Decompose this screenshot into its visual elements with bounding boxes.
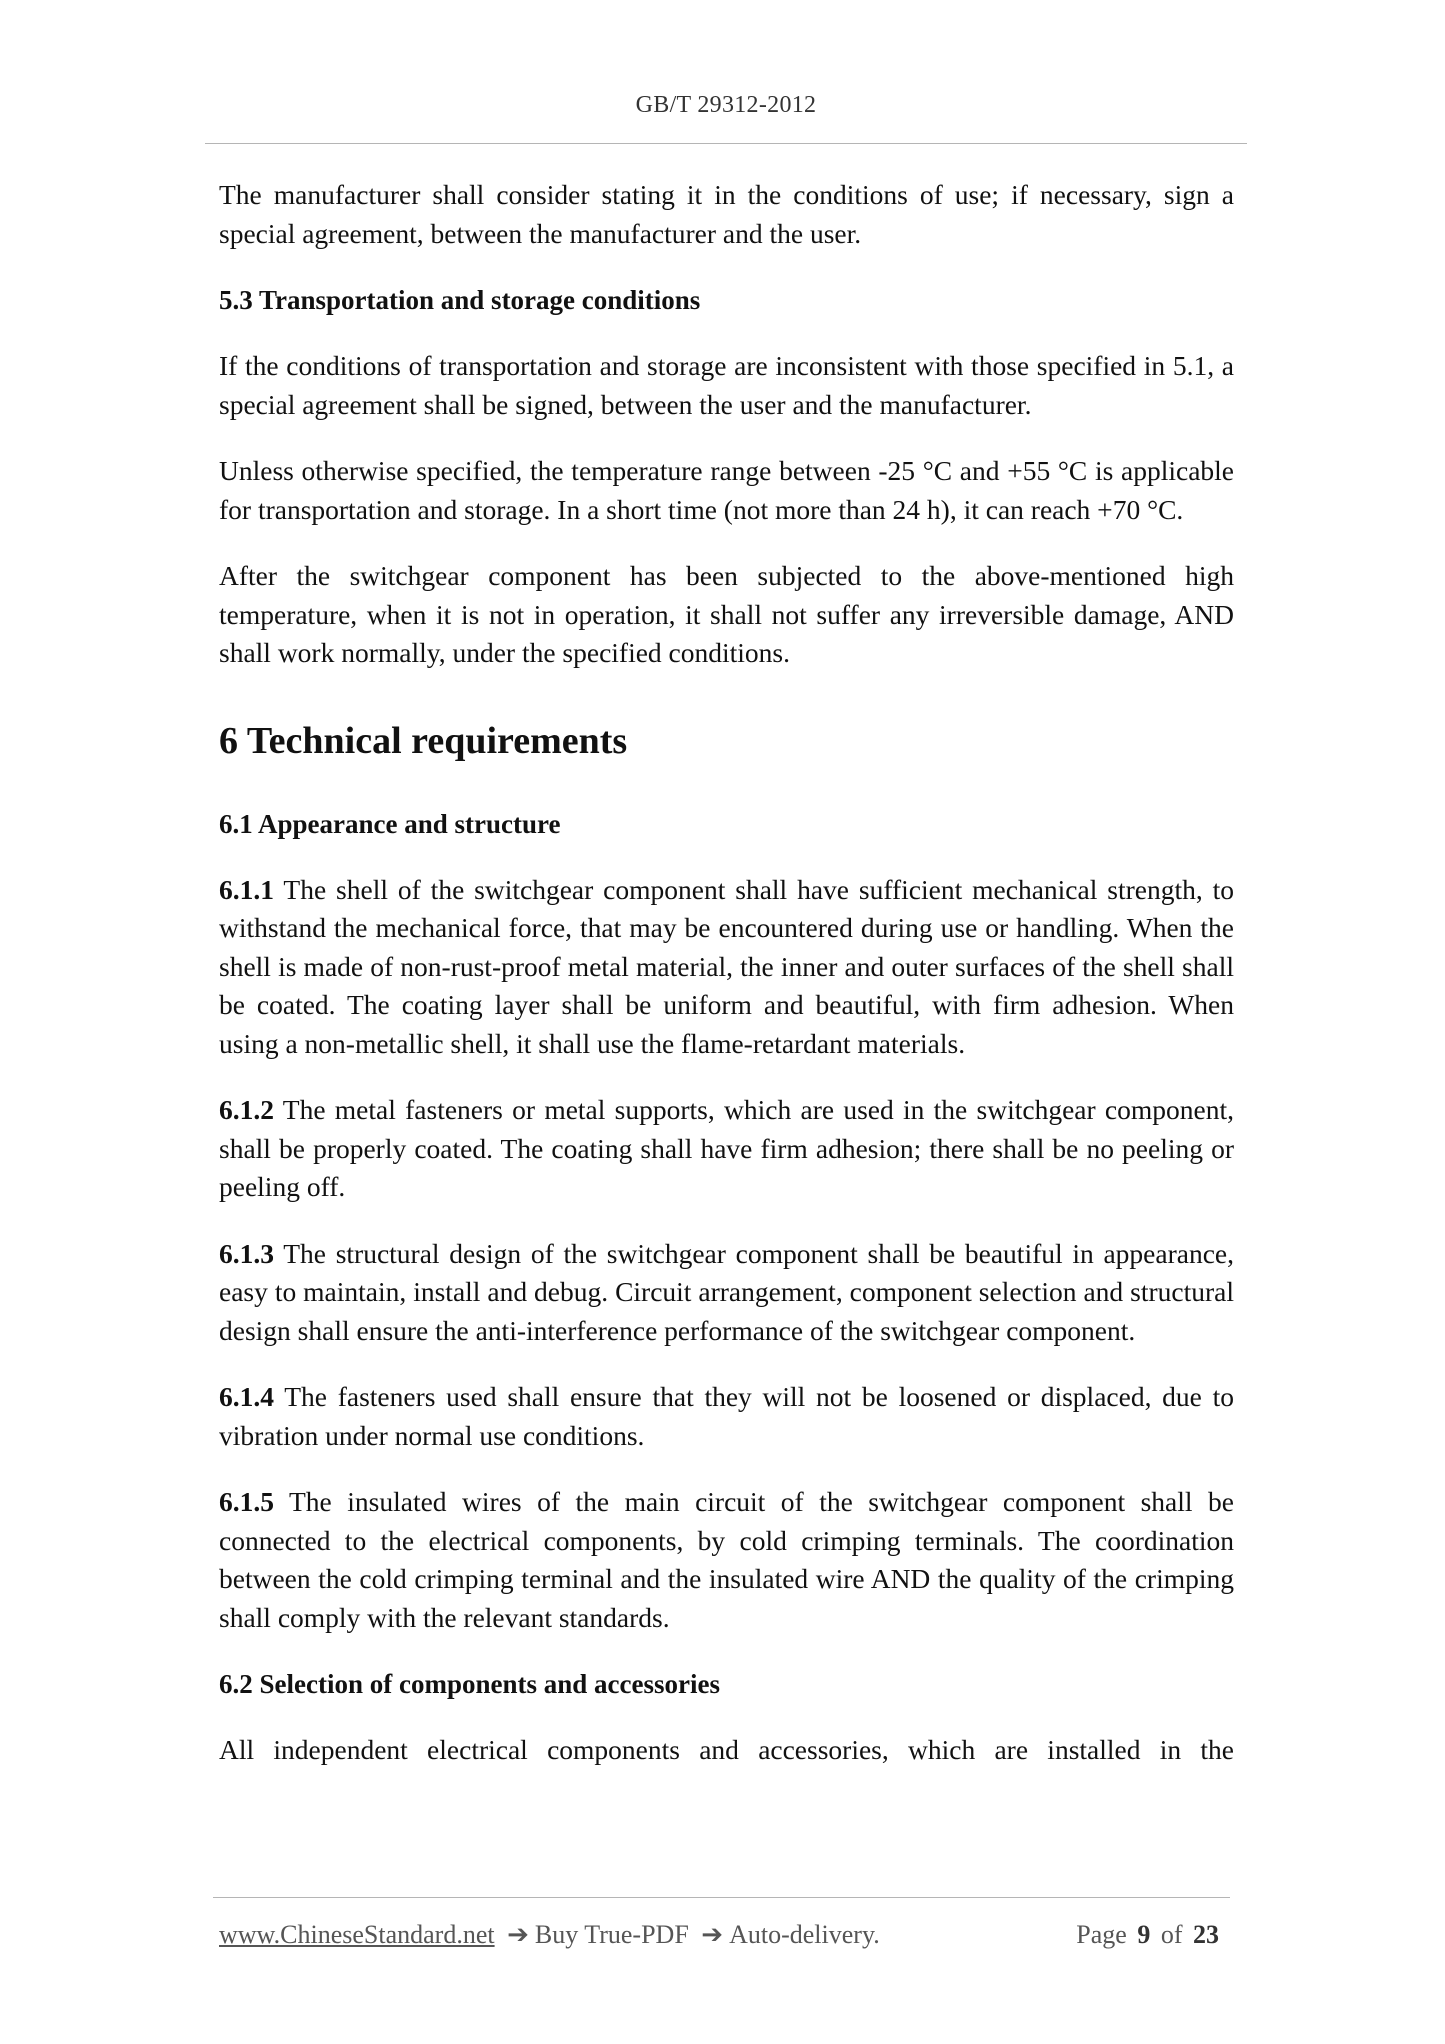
clause-text: The metal fasteners or metal supports, which are used in the switchgear component, shall be properly coated. The coating shall have firm adhesion; there shall be no peeling or peeling off.: [219, 1094, 1234, 1202]
arrow-right-icon: ➔: [507, 1920, 529, 1949]
auto-delivery-text: Auto-delivery.: [729, 1920, 880, 1949]
clause-text: The shell of the switchgear component shall have sufficient mechanical strength, to withstand the mechanical force, that may be encountered during use or handling. When the shell is made of non-rust-proof metal material, the inner and outer surfaces of the shell shall be coated. The coating layer shall be uniform and beautiful, with firm adhesion. When using a non-metallic shell, it shall use the flame-retardant materials.: [219, 873, 1234, 1059]
clause-6-1-2: [219, 1091, 1234, 1207]
buy-pdf-text: Buy True-PDF: [534, 1920, 689, 1949]
footer-promo: [219, 1920, 880, 1950]
current-page-number: 9: [1137, 1920, 1151, 1949]
total-pages-number: 23: [1193, 1920, 1219, 1949]
clause-number: 6.1.3: [219, 1237, 274, 1269]
section-5-3-heading: 5.3 Transportation and storage conditions: [219, 285, 701, 315]
footer-divider: [213, 1897, 1230, 1898]
clause-6-1-4: [219, 1378, 1234, 1455]
page-content: [219, 176, 1234, 1798]
page-indicator: [1076, 1920, 1223, 1950]
section-6-1-heading: 6.1 Appearance and structure: [219, 808, 561, 839]
clause-text: The insulated wires of the main circuit of the switchgear component shall be connected to the electrical components, by cold crimping terminals. The coordination between the cold crimping terminal and the insulated wire AND the quality of the crimping shall comply with the relevant standards.: [219, 1486, 1234, 1633]
components-paragraph: All independent electrical components and accessories, which are installed in the: [219, 1734, 1234, 1765]
chapter-6-heading: 6 Technical requirements: [219, 719, 628, 762]
clause-number: 6.1.5: [219, 1486, 274, 1517]
clause-text: The structural design of the switchgear component shall be beautiful in appearance, easy to maintain, install and debug. Circuit arrangement, component selection and structural design shall ensure the anti-interference performance of the switchgear component.: [219, 1237, 1234, 1346]
clause-number: 6.1.2: [219, 1094, 274, 1125]
header-divider: [205, 143, 1247, 144]
clause-6-1-5: [219, 1483, 1234, 1637]
clause-text: The fasteners used shall ensure that they will not be loosened or displaced, due to vibration under normal use conditions.: [219, 1381, 1234, 1451]
transport-paragraph-2: Unless otherwise specified, the temperature range between -25 °C and +55 °C is applicable for transportation and storage. In a short time (not more than 24 h), it can reach +70 °C.: [219, 455, 1234, 525]
section-6-2-heading: 6.2 Selection of components and accessories: [219, 1669, 720, 1699]
document-id-header: GB/T 29312-2012: [635, 92, 817, 118]
clause-6-1-3: [219, 1235, 1234, 1351]
clause-number: 6.1.1: [219, 873, 274, 905]
clause-6-1-1: [219, 871, 1234, 1064]
clause-number: 6.1.4: [219, 1381, 274, 1412]
transport-paragraph-3: After the switchgear component has been subjected to the above-mentioned high temperature, when it is not in operation, it shall not suffer any irreversible damage, AND shall work normally, under the specified conditions.: [219, 560, 1234, 668]
arrow-right-icon: ➔: [701, 1920, 724, 1949]
of-label: of: [1160, 1920, 1183, 1949]
transport-paragraph-1: If the conditions of transportation and storage are inconsistent with those specified in 5.1, a special agreement shall be signed, between the user and the manufacturer.: [219, 350, 1234, 420]
intro-paragraph: The manufacturer shall consider stating it in the conditions of use; if necessary, sign a special agreement, between the manufacturer and the user.: [219, 179, 1234, 249]
website-link[interactable]: www.ChineseStandard.net: [219, 1920, 495, 1949]
page-label: Page: [1076, 1920, 1127, 1949]
